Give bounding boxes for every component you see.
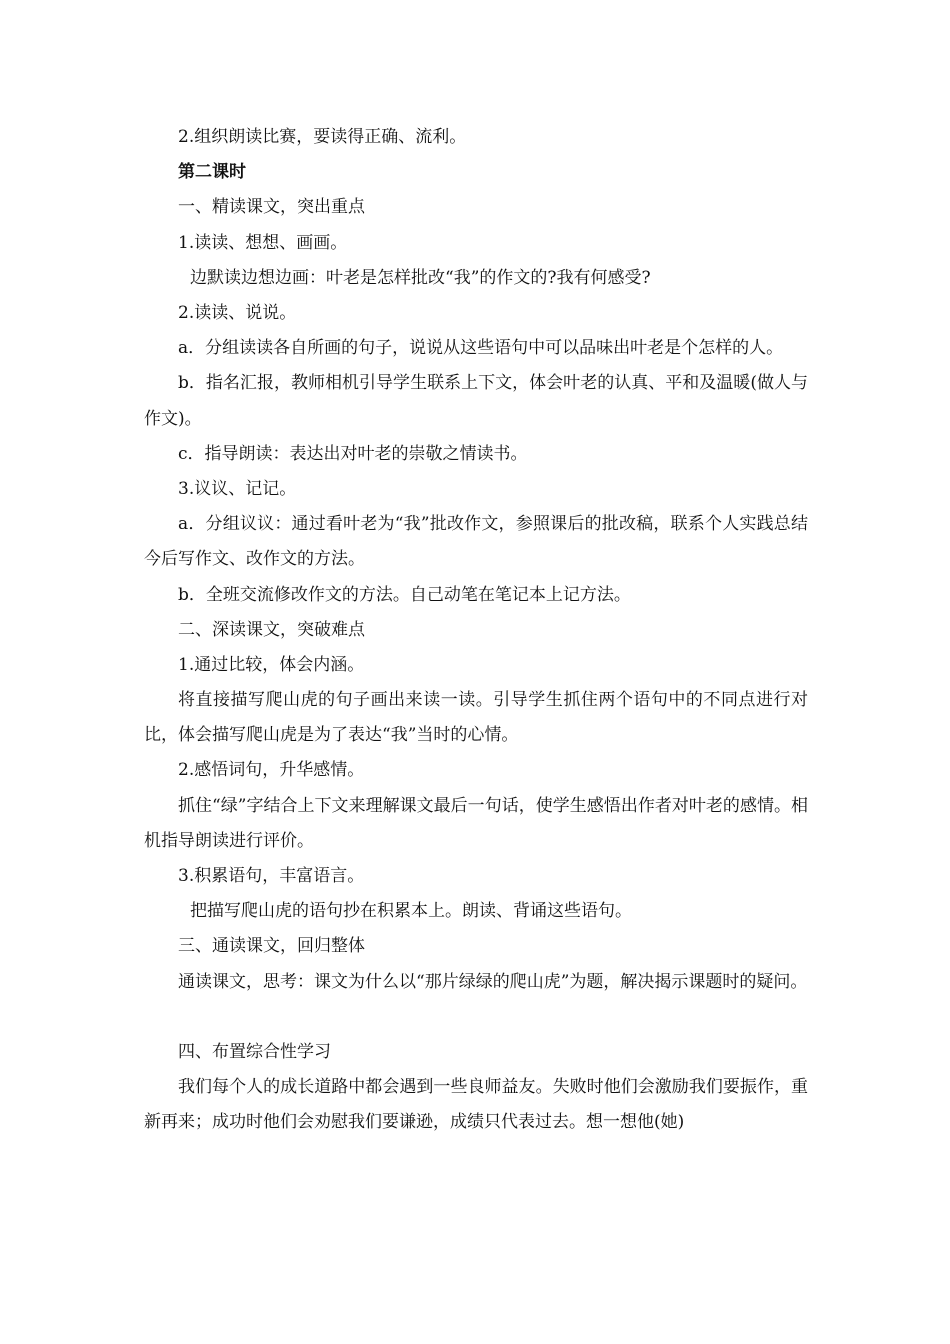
document-body — [144, 120, 808, 1141]
text-line: 2.读读、说说。 — [178, 302, 297, 323]
text-line: 3.积累语句，丰富语言。 — [178, 866, 365, 887]
paragraph: 我们每个人的成长道路中都会遇到一些良师益友。失败时他们会激励我们要振作，重新再来；成功时他们会劝慰我们要谦逊，成绩只代表过去。想一想他(她) — [144, 1077, 808, 1133]
section-heading: 一、精读课文，突出重点 — [178, 197, 365, 218]
text-line: 2.感悟词句，升华感情。 — [178, 760, 365, 781]
section-heading: 第二课时 — [178, 162, 246, 183]
text-line: 1.通过比较，体会内涵。 — [178, 654, 365, 675]
text-line: c．指导朗读：表达出对叶老的崇敬之情读书。 — [178, 443, 528, 464]
section-heading: 四、布置综合性学习 — [178, 1042, 331, 1063]
paragraph: a．分组读读各自所画的句子，说说从这些语句中可以品味出叶老是个怎样的人。 — [178, 338, 784, 359]
section-heading: 二、深读课文，突破难点 — [178, 619, 365, 640]
section-heading: 三、通读课文，回归整体 — [178, 936, 365, 957]
blank-line — [144, 1000, 808, 1035]
paragraph: a．分组议议：通过看叶老为“我”批改作文，参照课后的批改稿，联系个人实践总结今后写作文、改作文的方法。 — [144, 514, 808, 570]
text-line: 把描写爬山虎的语句抄在积累本上。朗读、背诵这些语句。 — [190, 901, 632, 922]
text-line: 3.议议、记记。 — [178, 478, 297, 499]
paragraph: 将直接描写爬山虎的句子画出来读一读。引导学生抓住两个语句中的不同点进行对比，体会描写爬山虎是为了表达“我”当时的心情。 — [144, 690, 808, 746]
paragraph: b．指名汇报，教师相机引导学生联系上下文，体会叶老的认真、平和及温暖(做人与作文)。 — [144, 373, 808, 429]
text-line: b．全班交流修改作文的方法。自己动笔在笔记本上记方法。 — [178, 584, 631, 605]
text-line: 2.组织朗读比赛，要读得正确、流利。 — [178, 127, 467, 147]
text-line: 边默读边想边画：叶老是怎样批改“我”的作文的?我有何感受? — [190, 267, 651, 288]
text-line: 1.读读、想想、画画。 — [178, 232, 348, 253]
paragraph: 通读课文，思考：课文为什么以“那片绿绿的爬山虎”为题，解决揭示课题时的疑问。 — [178, 971, 808, 992]
paragraph: 抓住“绿”字结合上下文来理解课文最后一句话，使学生感悟出作者对叶老的感情。相机指导朗读进行评价。 — [144, 795, 808, 851]
